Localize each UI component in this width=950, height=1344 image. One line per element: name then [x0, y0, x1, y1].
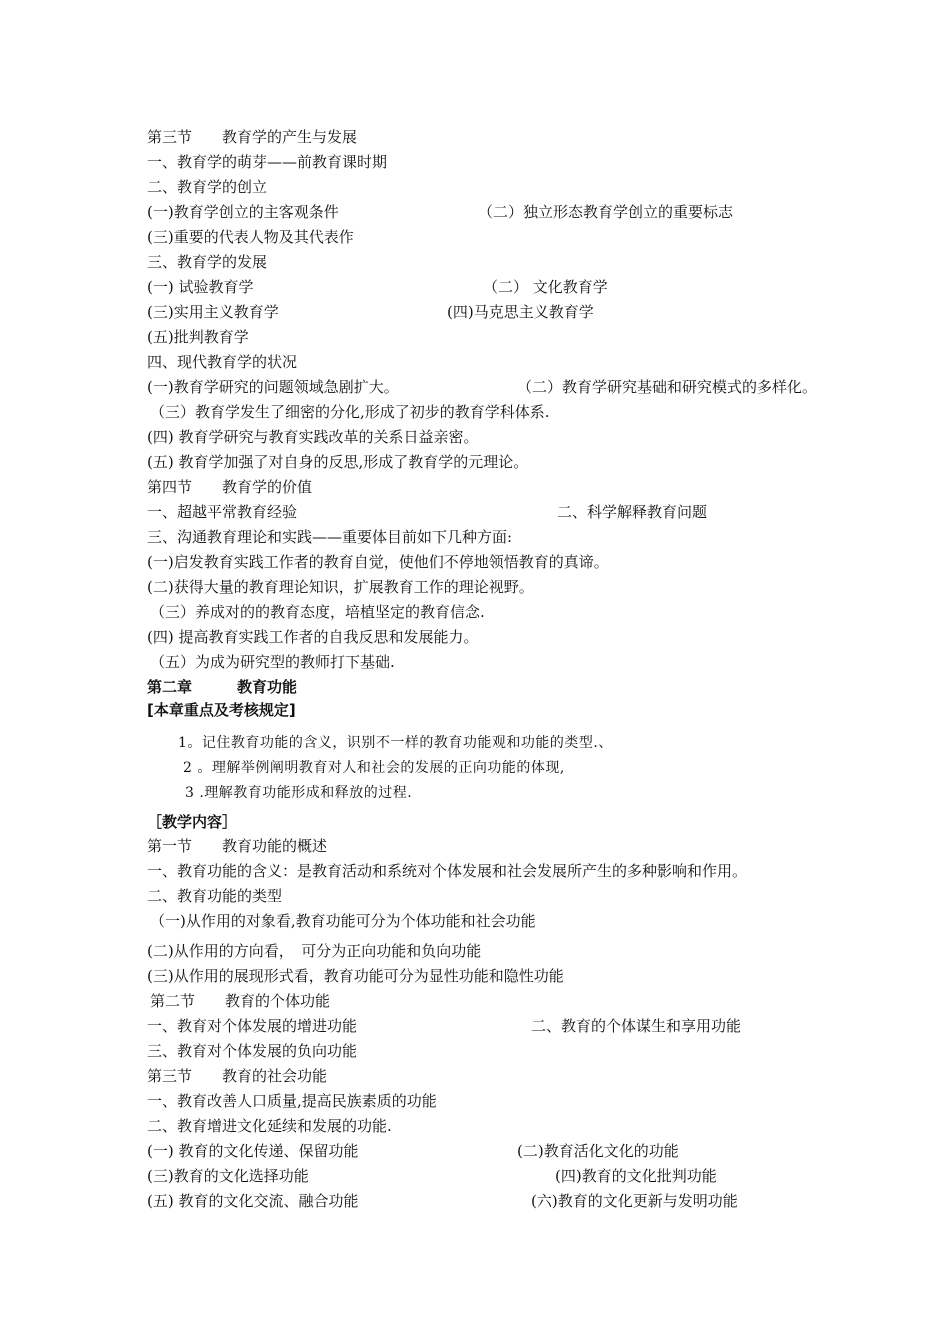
list-item: （五）为成为研究型的教师打下基础.: [150, 653, 395, 671]
list-item: (四) 提高教育实践工作者的自我反思和发展能力。: [147, 628, 479, 646]
list-item: (四)教育的文化批判功能: [555, 1167, 717, 1185]
section-heading: 第四节 教育学的价值: [147, 478, 313, 496]
section-heading: 第一节 教育功能的概述: [147, 837, 328, 855]
list-item: 二、教育的个体谋生和享用功能: [531, 1017, 742, 1035]
section-heading: 第三节 教育的社会功能: [147, 1067, 328, 1085]
list-item: (五)批判教育学: [147, 328, 249, 346]
list-item: （一)从作用的对象看,教育功能可分为个体功能和社会功能: [150, 912, 536, 930]
list-item: (一)教育学创立的主客观条件: [147, 203, 339, 221]
list-item: 三、教育学的发展: [147, 253, 268, 271]
list-item: 三、沟通教育理论和实践——重要体目前如下几种方面:: [147, 528, 513, 546]
list-item: (三)重要的代表人物及其代表作: [147, 228, 354, 246]
list-item: (二)教育活化文化的功能: [517, 1142, 679, 1160]
list-item: (一)教育学研究的问题领域急剧扩大。: [147, 378, 399, 396]
list-item: 一、教育改善人口质量,提高民族素质的功能: [147, 1092, 437, 1110]
section-label: ［教学内容］: [147, 813, 238, 831]
objective-item: 2 。理解举例阐明教育对人和社会的发展的正向功能的体现,: [183, 760, 565, 776]
list-item: （二）教育学研究基础和研究模式的多样化。: [517, 378, 818, 396]
section-label: [本章重点及考核规定]: [147, 701, 296, 719]
list-item: (一) 教育的文化传递、保留功能: [147, 1142, 359, 1160]
list-item: (六)教育的文化更新与发明功能: [531, 1192, 738, 1210]
list-item: (三)教育的文化选择功能: [147, 1167, 309, 1185]
list-item: （三）养成对的的教育态度，培植坚定的教育信念.: [150, 603, 485, 621]
list-item: （二）独立形态教育学创立的重要标志: [478, 203, 734, 221]
objective-item: 3 .理解教育功能形成和释放的过程.: [185, 785, 413, 801]
list-item: 二、教育功能的类型: [147, 887, 283, 905]
list-item: (三)从作用的展现形式看，教育功能可分为显性功能和隐性功能: [147, 967, 564, 985]
list-item: 一、超越平常教育经验: [147, 503, 298, 521]
section-heading: 第二节 教育的个体功能: [150, 992, 331, 1010]
list-item: (四) 教育学研究与教育实践改革的关系日益亲密。: [147, 428, 479, 446]
list-item: (一)启发教育实践工作者的教育自觉，使他们不停地领悟教育的真谛。: [147, 553, 609, 571]
list-item: （二） 文化教育学: [483, 278, 608, 296]
list-item: (二)获得大量的教育理论知识，扩展教育工作的理论视野。: [147, 578, 534, 596]
list-item: 二、科学解释教育问题: [557, 503, 708, 521]
list-item: 二、教育增进文化延续和发展的功能.: [147, 1117, 392, 1135]
list-item: 四、现代教育学的状况: [147, 353, 298, 371]
list-item: (一) 试验教育学: [147, 278, 254, 296]
list-item: 一、教育功能的含义：是教育活动和系统对个体发展和社会发展所产生的多种影响和作用。: [147, 862, 748, 880]
list-item: (三)实用主义教育学: [147, 303, 279, 321]
list-item: 一、教育学的萌芽——前教育课时期: [147, 153, 388, 171]
list-item: (二)从作用的方向看， 可分为正向功能和负向功能: [147, 942, 482, 960]
list-item: 三、教育对个体发展的负向功能: [147, 1042, 358, 1060]
list-item: 一、教育对个体发展的增进功能: [147, 1017, 358, 1035]
objective-item: 1。记住教育功能的含义，识别不一样的教育功能观和功能的类型.、: [178, 735, 613, 751]
list-item: 二、教育学的创立: [147, 178, 268, 196]
section-heading: 第三节 教育学的产生与发展: [147, 128, 358, 146]
list-item: (四)马克思主义教育学: [447, 303, 594, 321]
list-item: （三）教育学发生了细密的分化,形成了初步的教育学科体系.: [150, 403, 550, 421]
list-item: (五) 教育的文化交流、融合功能: [147, 1192, 359, 1210]
list-item: (五) 教育学加强了对自身的反思,形成了教育学的元理论。: [147, 453, 529, 471]
chapter-heading: 第二章 教育功能: [147, 678, 298, 696]
